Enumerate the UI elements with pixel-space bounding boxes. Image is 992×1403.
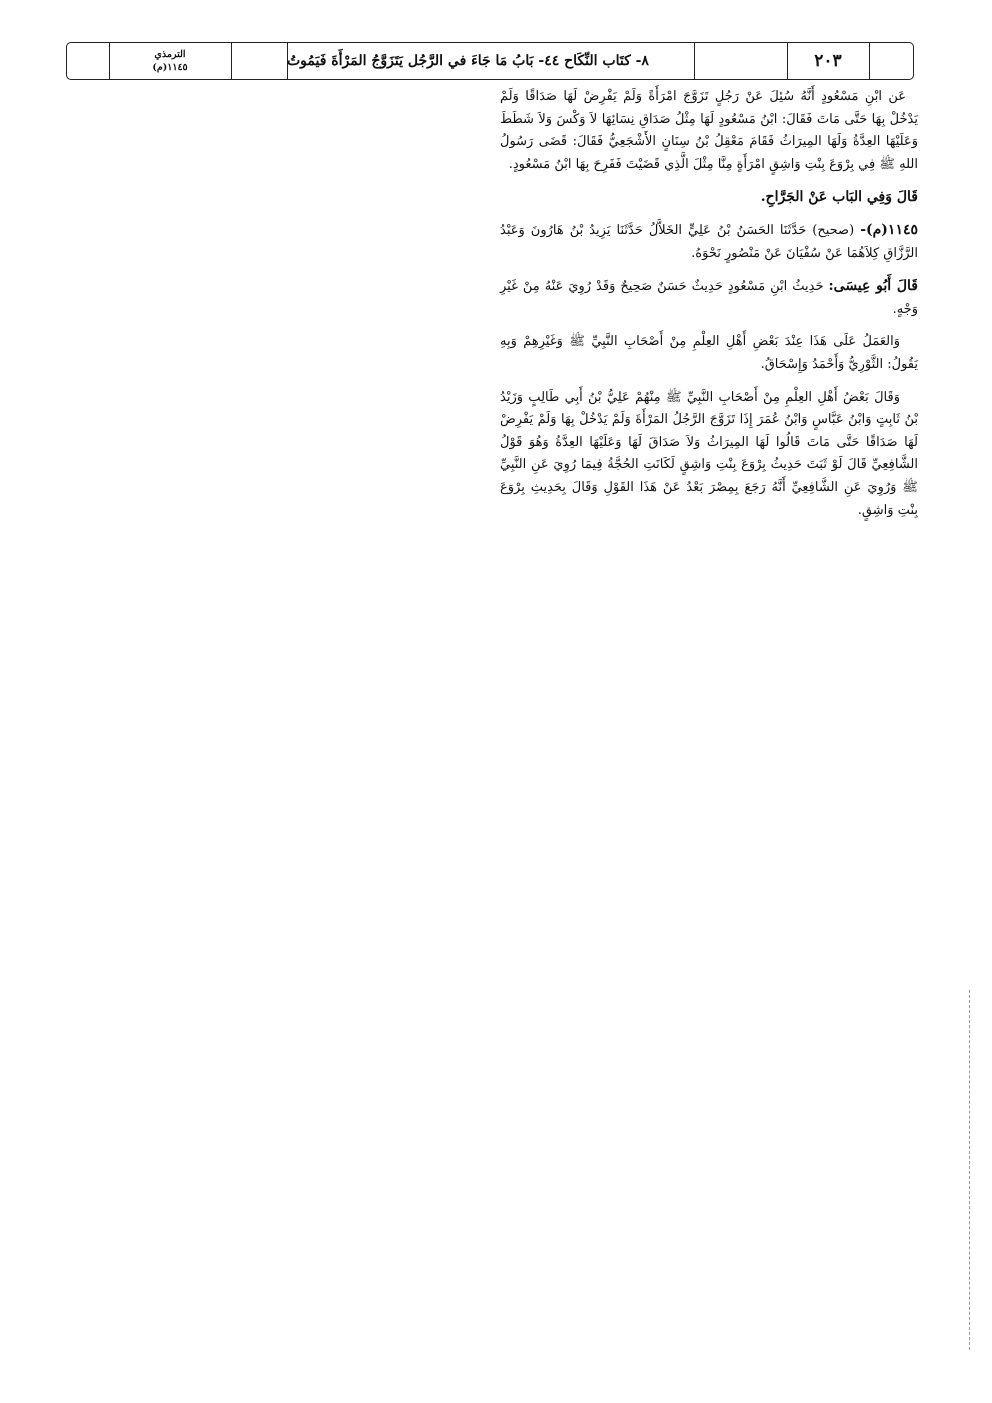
grading-paragraph (500, 275, 918, 321)
hadith-text-column (500, 86, 918, 532)
chapter-title-cell (287, 43, 694, 79)
opinion-paragraph: وَقَالَ بَعْضُ أَهْلِ العِلْمِ مِنْ أَصْحَابِ النَّبِيِّ ﷺ مِنْهُمْ عَلِيُّ بْنُ أَبِي طَالِبٍ وَزَيْدُ بْنُ ثَابِتٍ وَابْنُ عَبَّاسٍ وَابْنُ عُمَرَ إِذَا تَزَوَّجَ الرَّجُلُ المَرْأَةَ وَلَمْ يَدْخُلْ بِهَا وَلَمْ يَفْرِضْ لَهَا صَدَاقًا حَتَّى مَاتَ قَالُوا لَهَا المِيرَاثُ وَلاَ صَدَاقَ لَهَا وَعَلَيْهَا العِدَّةُ وَهُوَ قَوْلُ الشَّافِعِيِّ قَالَ لَوْ ثَبَتَ حَدِيثُ بِرْوَعَ بِنْتِ وَاشِقٍ لَكَانَتِ الحُجَّةُ فِيمَا رُوِيَ عَنِ النَّبِيِّ ﷺ وَرُوِيَ عَنِ الشَّافِعِيِّ أَنَّهُ رَجَعَ بِمِصْرَ بَعْدُ عَنْ هَذَا القَوْلِ وَقَالَ بِحَدِيثِ بِرْوَعَ بِنْتِ وَاشِقٍ. (500, 389, 918, 518)
hadith-chain-text: (صحيح) حَدَّثَنَا الحَسَنُ بْنُ عَلِيٍّ الخَلاَّلُ حَدَّثَنَا يَزِيدُ بْنُ هَارُونَ وَعَبْدُ الرَّزَّاقِ كِلاَهُمَا عَنْ سُفْيَانَ عَنْ مَنْصُورٍ نَحْوَهُ. (500, 222, 918, 261)
header-divider (869, 43, 870, 79)
header-divider (231, 43, 232, 79)
hadith-paragraph: عَن ابْنِ مَسْعُودٍ أَنَّهُ سُئِلَ عَنْ رَجُلٍ تَزَوَّجَ امْرَأَةً وَلَمْ يَفْرِضْ لَهَا صَدَاقًا وَلَمْ يَدْخُلْ بِهَا حَتَّى مَاتَ فَقَالَ: ابْنُ مَسْعُودٍ لَهَا مِثْلُ صَدَاقِ نِسَائِهَا لاَ وَكْسَ وَلاَ شَطَطَ وَعَلَيْهَا العِدَّةُ وَلَهَا المِيرَاثُ فَقَامَ مَعْقِلُ بْنُ سِنَانٍ الأَشْجَعِيُّ فَقَالَ: قَضَى رَسُولُ اللهِ ﷺ فِي بِرْوَعَ بِنْتِ وَاشِقٍ امْرَأَةٍ مِنَّا مِثْلَ الَّذِي قَضَيْتَ فَفَرِحَ بِهَا ابْنُ مَسْعُودٍ. (500, 89, 918, 172)
abu-isa-label: قَالَ أَبُو عِيسَى: (828, 278, 918, 295)
chapter-title: ٨- كتَاب النِّكَاح ٤٤- بَابُ مَا جَاءَ في الرَّجُل يَتَزَوَّجُ المَرْأَةَ فَيَمُوتُ (287, 53, 649, 69)
page-number: ٢٠٣ (814, 51, 842, 71)
grading-text: حَدِيثُ ابْنِ مَسْعُودٍ حَدِيثٌ حَسَنٌ صَحِيحٌ وَقَدْ رُوِيَ عَنْهُ مِنْ غَيْرِ وَجْهٍ. (500, 279, 918, 317)
page-number-cell (787, 43, 869, 79)
chapter-note: قَالَ وَفِي البَاب عَنْ الجَرَّاحِ. (760, 189, 918, 206)
reference-number: ١١٤٥(م) (152, 62, 188, 73)
reference-book: الترمذي (154, 49, 186, 60)
scan-margin-line (969, 990, 970, 1350)
reference-cell (109, 43, 231, 79)
page-header (66, 42, 914, 80)
hadith-number: ١١٤٥(م)- (860, 221, 918, 238)
header-divider (694, 43, 695, 79)
hadith-chain-paragraph (500, 219, 918, 265)
practice-paragraph: وَالعَمَلُ عَلَى هَذَا عِنْدَ بَعْضِ أَهْلِ العِلْمِ مِنْ أَصْحَابِ النَّبِيِّ ﷺ وَغَيْرِهِمْ وَبِهِ يَقُولُ: الثَّوْرِيُّ وَأَحْمَدُ وَإِسْحَاقُ. (500, 334, 918, 372)
